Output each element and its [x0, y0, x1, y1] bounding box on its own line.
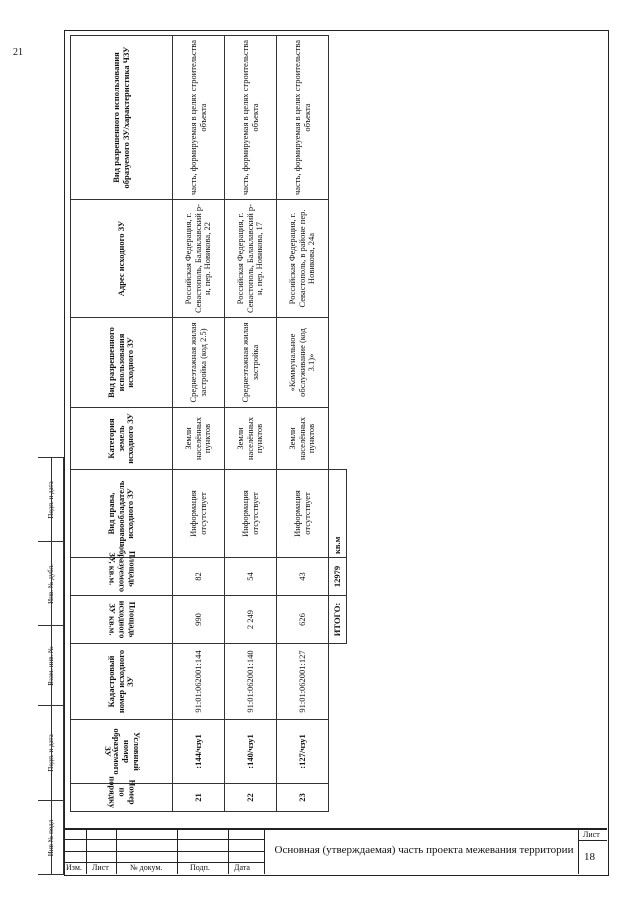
data-table	[70, 35, 347, 812]
cell-new-area: 54	[225, 558, 277, 596]
cell-cadastral-number: 91:01:062001:144	[173, 644, 225, 720]
binding-label: Подп. и дата	[46, 480, 55, 519]
cell-cadastral-number: 91:01:062001:140	[225, 644, 277, 720]
cell-cadastral-number: 91:01:062001:127	[277, 644, 329, 720]
table-header-row	[71, 36, 173, 812]
cell-source-area: 626	[277, 596, 329, 644]
total-value: 12979	[329, 558, 347, 596]
cell-address: Российская Федерация, г. Севастополь, Балаклавский р-н, пер. Новикова, 22	[173, 200, 225, 318]
header-right-holder: Вид права, правообладатель исходного ЗУ	[71, 470, 173, 558]
title-block	[64, 828, 607, 874]
cell-right-holder: Информация отсутствует	[225, 470, 277, 558]
table-row	[277, 36, 329, 812]
binding-label: Взам. инв. №	[46, 645, 55, 686]
total-unit: кв.м	[329, 470, 347, 558]
cell-permitted-use-source: Среднеэтажная жилая застройка	[225, 318, 277, 408]
binding-label: Подп. и дата	[46, 734, 55, 772]
page-number: 21	[13, 47, 23, 58]
cell-new-area: 43	[277, 558, 329, 596]
sheet-number: 18	[584, 851, 595, 863]
sheet-label: Лист	[583, 830, 600, 839]
table-row	[173, 36, 225, 812]
total-label: ИТОГО:	[329, 596, 347, 644]
col-label-sign: Подп.	[190, 863, 210, 872]
binding-strip	[38, 457, 64, 875]
cell-number: 21	[173, 784, 225, 812]
header-conditional-number: Условный номер образуемого ЗУ	[71, 720, 173, 784]
cell-conditional-number: :127/чзу1	[277, 720, 329, 784]
header-number: Номер по порядку	[71, 784, 173, 812]
cell-land-category: Земли населённых пунктов	[225, 408, 277, 470]
total-empty	[329, 644, 347, 720]
binding-divider	[51, 457, 52, 875]
cell-conditional-number: :140/чзу1	[225, 720, 277, 784]
cell-permitted-use-source: «Коммунальное обслуживание (код 3.1)»	[277, 318, 329, 408]
cell-source-area: 990	[173, 596, 225, 644]
cell-permitted-use-new: часть, формируемая в целях строительства объекта	[277, 36, 329, 200]
table-total-row	[329, 36, 347, 812]
cell-land-category: Земли населённых пунктов	[277, 408, 329, 470]
cell-permitted-use-source: Среднеэтажная жилая застройка (код 2.5)	[173, 318, 225, 408]
cell-address: Российская Федерация, г. Севастополь, в районе пер. Новикова, 24а	[277, 200, 329, 318]
header-new-area: Площадь образуемого ЗУ, кв.м.	[71, 558, 173, 596]
table-container	[70, 36, 346, 812]
header-permitted-use-new: Вид разрешенного использования образуемого ЗУ/характеристика ЧЗУ	[71, 36, 173, 200]
header-permitted-use-source: Вид разрешенного использования исходного ЗУ	[71, 318, 173, 408]
col-label-list: Лист	[92, 863, 109, 872]
cell-right-holder: Информация отсутствует	[277, 470, 329, 558]
cell-conditional-number: :144/чзу1	[173, 720, 225, 784]
total-empty	[329, 36, 347, 470]
cell-number: 23	[277, 784, 329, 812]
header-land-category: Категория земель исходного ЗУ	[71, 408, 173, 470]
total-empty	[329, 720, 347, 784]
binding-label: Инв. № дубл.	[46, 563, 55, 604]
cell-land-category: Земли населённых пунктов	[173, 408, 225, 470]
binding-label: Инв № подл	[46, 819, 55, 856]
header-source-area: Площадь исходного ЗУ кв.м.	[71, 596, 173, 644]
cell-permitted-use-new: часть, формируемая в целях строительства объекта	[173, 36, 225, 200]
total-empty	[329, 784, 347, 812]
document-title: Основная (утверждаемая) часть проекта межевания территории	[274, 844, 574, 857]
cell-number: 22	[225, 784, 277, 812]
cell-permitted-use-new: часть, формируемая в целях строительства объекта	[225, 36, 277, 200]
col-label-doc: № докум.	[130, 863, 163, 872]
cell-address: Российская Федерация, г. Севастополь, Балаклавский р-н, пер. Новикова, 17	[225, 200, 277, 318]
table-row	[225, 36, 277, 812]
cell-source-area: 2 249	[225, 596, 277, 644]
header-cadastral-number: Кадастровый номер исходного ЗУ	[71, 644, 173, 720]
col-label-date: Дата	[234, 863, 250, 872]
col-label-izm: Изм.	[66, 863, 82, 872]
cell-right-holder: Информация отсутствует	[173, 470, 225, 558]
header-address: Адрес исходного ЗУ	[71, 200, 173, 318]
cell-new-area: 82	[173, 558, 225, 596]
